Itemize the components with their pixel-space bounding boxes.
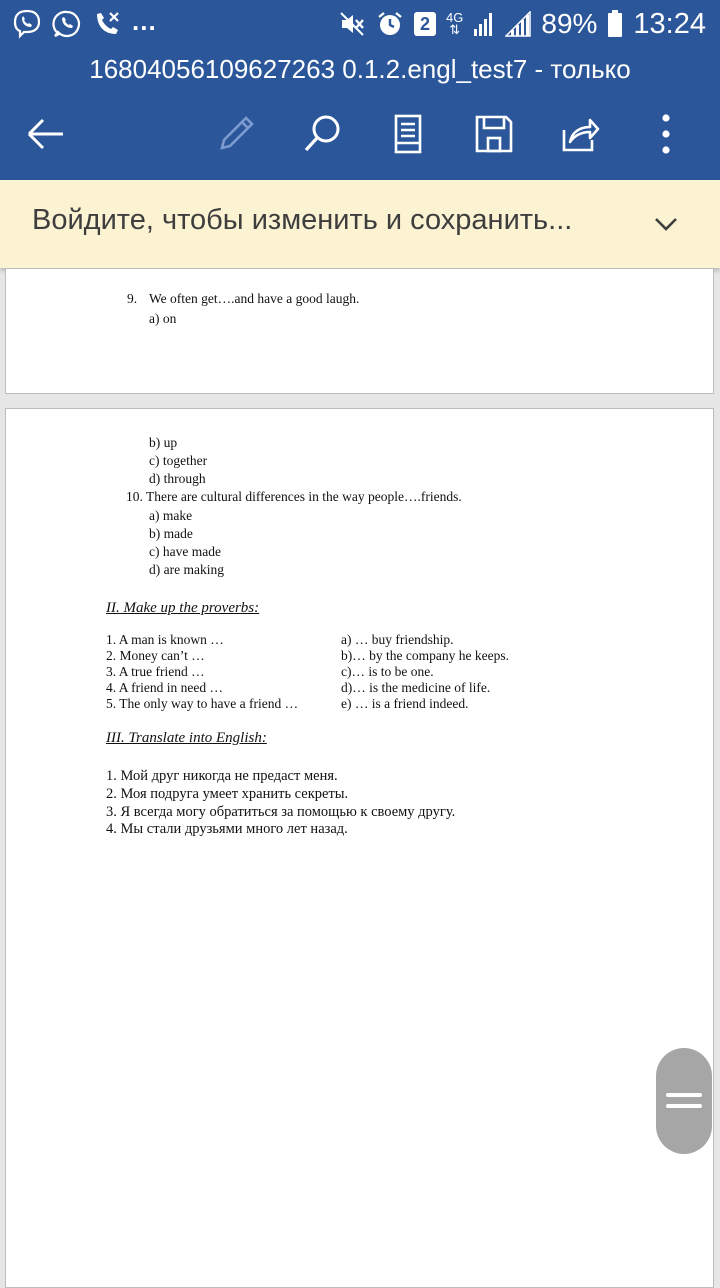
- fast-scroll-handle[interactable]: [656, 1048, 712, 1154]
- clock: 13:24: [633, 7, 706, 40]
- q9-option-c: c) together: [149, 453, 208, 468]
- edit-button[interactable]: [212, 110, 260, 158]
- viber-icon: [12, 9, 42, 39]
- document-title: 16804056109627263 0.1.2.engl_test7 - только: [89, 54, 631, 84]
- search-button[interactable]: [298, 110, 346, 158]
- back-icon: [26, 118, 66, 150]
- handle-grip-line: [666, 1104, 702, 1108]
- reading-view-button[interactable]: [384, 110, 432, 158]
- section3-heading: III. Translate into English:: [106, 730, 267, 746]
- proverb-right-b: b)… by the company he keeps.: [341, 648, 509, 663]
- section2-heading: II. Make up the proverbs:: [106, 600, 260, 616]
- system-icons: [338, 6, 706, 42]
- app-toolbar: [0, 48, 720, 180]
- proverb-right-e: e) … is a friend indeed.: [341, 696, 469, 711]
- search-icon: [302, 114, 342, 154]
- signal-2-icon: [505, 11, 531, 37]
- handle-grip-line: [666, 1093, 702, 1097]
- q10-text: 10. There are cultural differences in the way people….friends.: [126, 489, 462, 504]
- translate-item-2: 2. Моя подруга умеет хранить секреты.: [106, 786, 349, 802]
- share-icon: [560, 114, 600, 154]
- save-icon: [474, 114, 514, 154]
- document-page-1[interactable]: [5, 268, 714, 394]
- proverb-right-c: c)… is to be one.: [341, 664, 434, 679]
- save-button[interactable]: [470, 110, 518, 158]
- q9-option-d: d) through: [149, 471, 206, 486]
- q10-option-b: b) made: [149, 526, 193, 541]
- q9-option-b: b) up: [149, 435, 178, 450]
- reading-view-icon: [393, 114, 423, 154]
- more-options-button[interactable]: [642, 110, 690, 158]
- q10-option-d: d) are making: [149, 562, 224, 577]
- whatsapp-icon: [52, 9, 82, 39]
- proverb-left-3: 3. A true friend …: [106, 664, 205, 679]
- proverb-left-2: 2. Money can’t …: [106, 648, 205, 663]
- status-bar: [0, 0, 720, 48]
- missed-call-icon: [92, 9, 122, 39]
- q9-text: We often get….and have a good laugh.: [149, 291, 360, 306]
- edit-pencil-icon: [216, 114, 256, 154]
- proverb-left-4: 4. A friend in need …: [106, 680, 223, 695]
- network-type: 4G ⇅: [446, 10, 464, 37]
- proverb-right-d: d)… is the medicine of life.: [341, 680, 491, 695]
- translate-item-3: 3. Я всегда могу обратиться за помощью к своему другу.: [106, 804, 456, 820]
- document-page-2[interactable]: [5, 408, 714, 1288]
- alarm-icon: [376, 10, 404, 38]
- more-notifications: ...: [132, 5, 157, 36]
- translate-item-1: 1. Мой друг никогда не предаст меня.: [106, 768, 338, 784]
- battery-percent: 89%: [541, 8, 598, 39]
- proverb-left-5: 5. The only way to have a friend …: [106, 696, 299, 711]
- share-button[interactable]: [556, 110, 604, 158]
- notification-icons: [12, 5, 157, 40]
- signin-banner[interactable]: [0, 180, 720, 268]
- back-button[interactable]: [22, 110, 70, 158]
- proverb-right-a: a) … buy friendship.: [341, 632, 454, 647]
- battery-icon: [607, 10, 623, 38]
- q10-option-c: c) have made: [149, 544, 221, 559]
- q9-number: 9.: [127, 291, 138, 306]
- mute-icon: [338, 10, 366, 38]
- chevron-down-icon[interactable]: [652, 210, 680, 238]
- proverb-left-1: 1. A man is known …: [106, 632, 224, 647]
- signin-message: Войдите, чтобы изменить и сохранить...: [32, 204, 573, 236]
- q10-option-a: a) make: [149, 508, 193, 523]
- translate-item-4: 4. Мы стали друзьями много лет назад.: [106, 821, 348, 837]
- signal-icon: [473, 11, 495, 37]
- q9-option-a: a) on: [149, 311, 177, 326]
- sim-badge: 2: [414, 12, 436, 36]
- more-icon: [661, 114, 671, 154]
